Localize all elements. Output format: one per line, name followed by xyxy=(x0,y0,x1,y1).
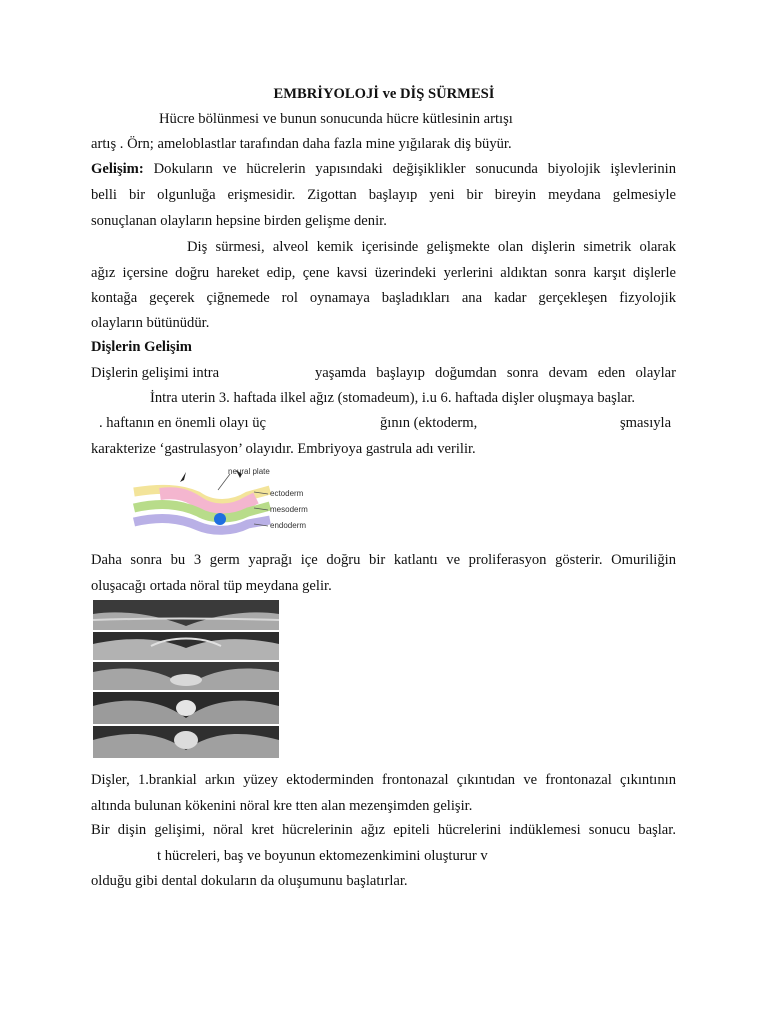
text-line: İntra uterin 3. haftada ilkel ağız (stomadeum), i.u 6. haftada dişler oluşmaya başlar. xyxy=(150,390,636,406)
paragraph-line: Dişler, 1.brankial arkın yüzey ektoderminden frontonazal çıkıntıdan ve frontonazal çıkıntının xyxy=(91,772,676,788)
page-title: EMBRİYOLOJİ ve DİŞ SÜRMESİ xyxy=(273,86,495,102)
paragraph-line: Gelişim: Dokuların ve hücrelerin yapısındaki değişiklikler sonucunda biyolojik işlevlerinin xyxy=(91,161,676,177)
label-neural-plate: neural plate xyxy=(228,467,270,476)
paragraph-line: sonuçlanan olayların hepsine birden gelişme denir. xyxy=(91,213,387,229)
paragraph-line: ağız içersine doğru hareket edip, çene kavsi üzerindeki yerlerini aldıktan sonra karşıt dişlerle xyxy=(91,265,676,281)
text-line: artış . Örn; ameloblastlar tarafından daha fazla mine yığılarak diş büyür. xyxy=(91,136,512,152)
micrograph-panel-2 xyxy=(93,632,279,660)
micrograph-panel-1 xyxy=(93,600,279,630)
text-line: Hücre bölünmesi ve bunun sonucunda hücre kütlesinin artışı xyxy=(159,111,513,127)
label-ectoderm: ectoderm xyxy=(270,489,304,498)
label-mesoderm: mesoderm xyxy=(270,505,308,514)
text-fragment: şmasıyla xyxy=(620,415,672,431)
neural-tube-micrograph xyxy=(91,600,281,760)
section-heading: Dişlerin Gelişim xyxy=(91,339,192,355)
micrograph-panel-4 xyxy=(93,692,279,724)
text-fragment: yaşamda başlayıp doğumdan sonra devam eden olaylar xyxy=(315,365,676,381)
term-label: Gelişim: xyxy=(91,161,144,177)
paragraph-line: oluşacağı ortada nöral tüp meydana gelir. xyxy=(91,578,332,594)
germ-layer-diagram xyxy=(120,462,310,542)
text-fragment: . haftanın en önemli olayı üç xyxy=(99,415,266,431)
paragraph-line: olayların bütünüdür. xyxy=(91,315,210,331)
paragraph-line: altında bulunan kökenini nöral kre tten alan mezenşimden gelişir. xyxy=(91,798,473,814)
paragraph-line: kontağa geçerek çiğnemede rol oynamaya başladıkları ana kadar gerçekleşen fizyolojik xyxy=(91,290,676,306)
text-fragment: ğının (ektoderm, xyxy=(380,415,478,431)
micrograph-panel-3 xyxy=(93,662,279,690)
paragraph-line: olduğu gibi dental dokuların da oluşumunu başlatırlar. xyxy=(91,873,408,889)
paragraph-line: Bir dişin gelişimi, nöral kret hücrelerinin ağız epiteli hücrelerini indüklemesi sonucu başlar. xyxy=(91,822,676,838)
notochord xyxy=(214,513,226,525)
text-fragment: Dişlerin gelişimi intra xyxy=(91,365,220,381)
micrograph-panel-5 xyxy=(93,726,279,758)
text-line: karakterize ‘gastrulasyon’ olayıdır. Embriyoya gastrula adı verilir. xyxy=(91,441,476,457)
label-endoderm: endoderm xyxy=(270,521,307,530)
paragraph-line: belli bir olgunluğa erişmesidir. Zigottan başlayıp yeni bir bireyin meydana gelmesiyle xyxy=(91,187,676,203)
text-fragment: t hücreleri, baş ve boyunun ektomezenkimini oluşturur v xyxy=(157,848,488,864)
paragraph-line: Diş sürmesi, alveol kemik içerisinde gelişmekte olan dişlerin simetrik olarak xyxy=(187,239,676,255)
paragraph-line: Daha sonra bu 3 germ yaprağı içe doğru bir katlantı ve proliferasyon gösterir. Omuriliğin xyxy=(91,552,676,568)
